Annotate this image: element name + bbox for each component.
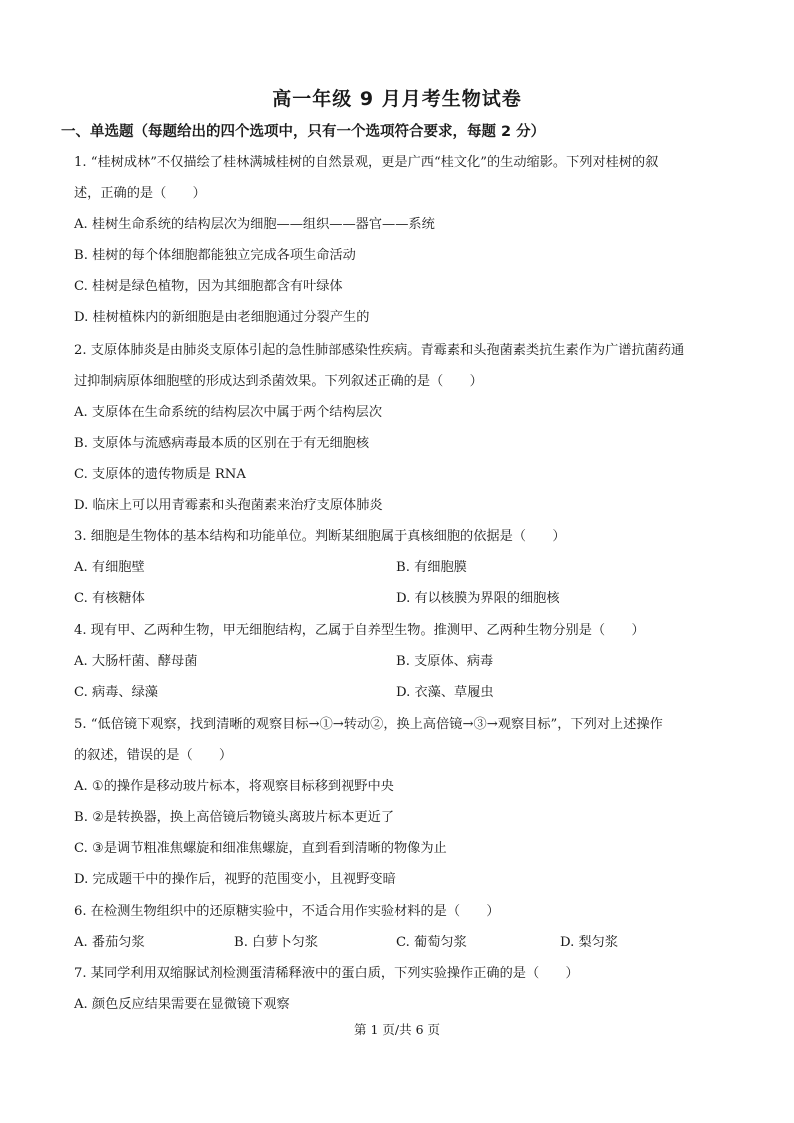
q5-stem-line2: 的叙述，错误的是（ ） [74, 748, 233, 763]
q4-stem: 4. 现有甲、乙两种生物，甲无细胞结构，乙属于自养型生物。推测甲、乙两种生物分别是（ ） [74, 623, 645, 638]
q5-option-c: C. ③是调节粗准焦螺旋和细准焦螺旋，直到看到清晰的物像为止 [74, 841, 447, 856]
q4-option-b: B. 支原体、病毒 [396, 654, 494, 669]
q3-option-a: A. 有细胞壁 [74, 560, 145, 575]
q5-option-d: D. 完成题干中的操作后，视野的范围变小，且视野变暗 [74, 872, 396, 887]
q1-option-d: D. 桂树植株内的新细胞是由老细胞通过分裂产生的 [74, 310, 370, 325]
q1-option-a: A. 桂树生命系统的结构层次为细胞——组织——器官——系统 [74, 217, 435, 232]
q6-stem: 6. 在检测生物组织中的还原糖实验中，不适合用作实验材料的是（ ） [74, 904, 500, 919]
section-heading: 一、单选题（每题给出的四个选项中，只有一个选项符合要求，每题 2 分） [61, 124, 546, 140]
q6-option-b: B. 白萝卜匀浆 [234, 935, 319, 950]
q7-stem: 7. 某同学利用双缩脲试剂检测蛋清稀释液中的蛋白质，下列实验操作正确的是（ ） [74, 966, 579, 981]
q2-option-c: C. 支原体的遗传物质是 RNA [74, 467, 246, 482]
q7-option-a: A. 颜色反应结果需要在显微镜下观察 [74, 997, 290, 1012]
q3-option-b: B. 有细胞膜 [396, 560, 467, 575]
q2-option-d: D. 临床上可以用青霉素和头孢菌素来治疗支原体肺炎 [74, 498, 383, 513]
q3-option-d: D. 有以核膜为界限的细胞核 [396, 591, 560, 606]
q4-option-c: C. 病毒、绿藻 [74, 685, 158, 700]
q1-stem-line2: 述，正确的是（ ） [74, 186, 206, 201]
q3-option-c: C. 有核糖体 [74, 591, 145, 606]
q1-stem-line1: 1. “桂树成林”不仅描绘了桂林满城桂树的自然景观，更是广西“桂文化”的生动缩影。下列对桂树的叙 [74, 155, 659, 170]
q2-stem-line2: 过抑制病原体细胞壁的形成达到杀菌效果。下列叙述正确的是（ ） [74, 374, 483, 389]
q1-option-b: B. 桂树的每个体细胞都能独立完成各项生命活动 [74, 248, 356, 263]
q3-stem: 3. 细胞是生物体的基本结构和功能单位。判断某细胞属于真核细胞的依据是（ ） [74, 529, 566, 544]
q5-stem-line1: 5. “低倍镜下观察，找到清晰的观察目标→①→转动②，换上高倍镜→③→观察目标”，下列对上述操作 [74, 717, 663, 732]
q5-option-b: B. ②是转换器，换上高倍镜后物镜头离玻片标本更近了 [74, 810, 395, 825]
page-footer: 第 1 页/共 6 页 [353, 1022, 440, 1037]
q4-option-a: A. 大肠杆菌、酵母菌 [74, 654, 198, 669]
q2-stem-line1: 2. 支原体肺炎是由肺炎支原体引起的急性肺部感染性疾病。青霉素和头孢菌素类抗生素作为广谱抗菌药通 [74, 343, 685, 358]
page-title: 高一年级 9 月月考生物试卷 [272, 88, 522, 110]
q5-option-a: A. ①的操作是移动玻片标本，将观察目标移到视野中央 [74, 779, 394, 794]
q1-option-c: C. 桂树是绿色植物，因为其细胞都含有叶绿体 [74, 279, 343, 294]
q2-option-a: A. 支原体在生命系统的结构层次中属于两个结构层次 [74, 405, 383, 420]
q6-option-a: A. 番茄匀浆 [74, 935, 145, 950]
q2-option-b: B. 支原体与流感病毒最本质的区别在于有无细胞核 [74, 436, 370, 451]
q4-option-d: D. 衣藻、草履虫 [396, 685, 494, 700]
q6-option-c: C. 葡萄匀浆 [396, 935, 467, 950]
q6-option-d: D. 梨匀浆 [560, 935, 619, 950]
